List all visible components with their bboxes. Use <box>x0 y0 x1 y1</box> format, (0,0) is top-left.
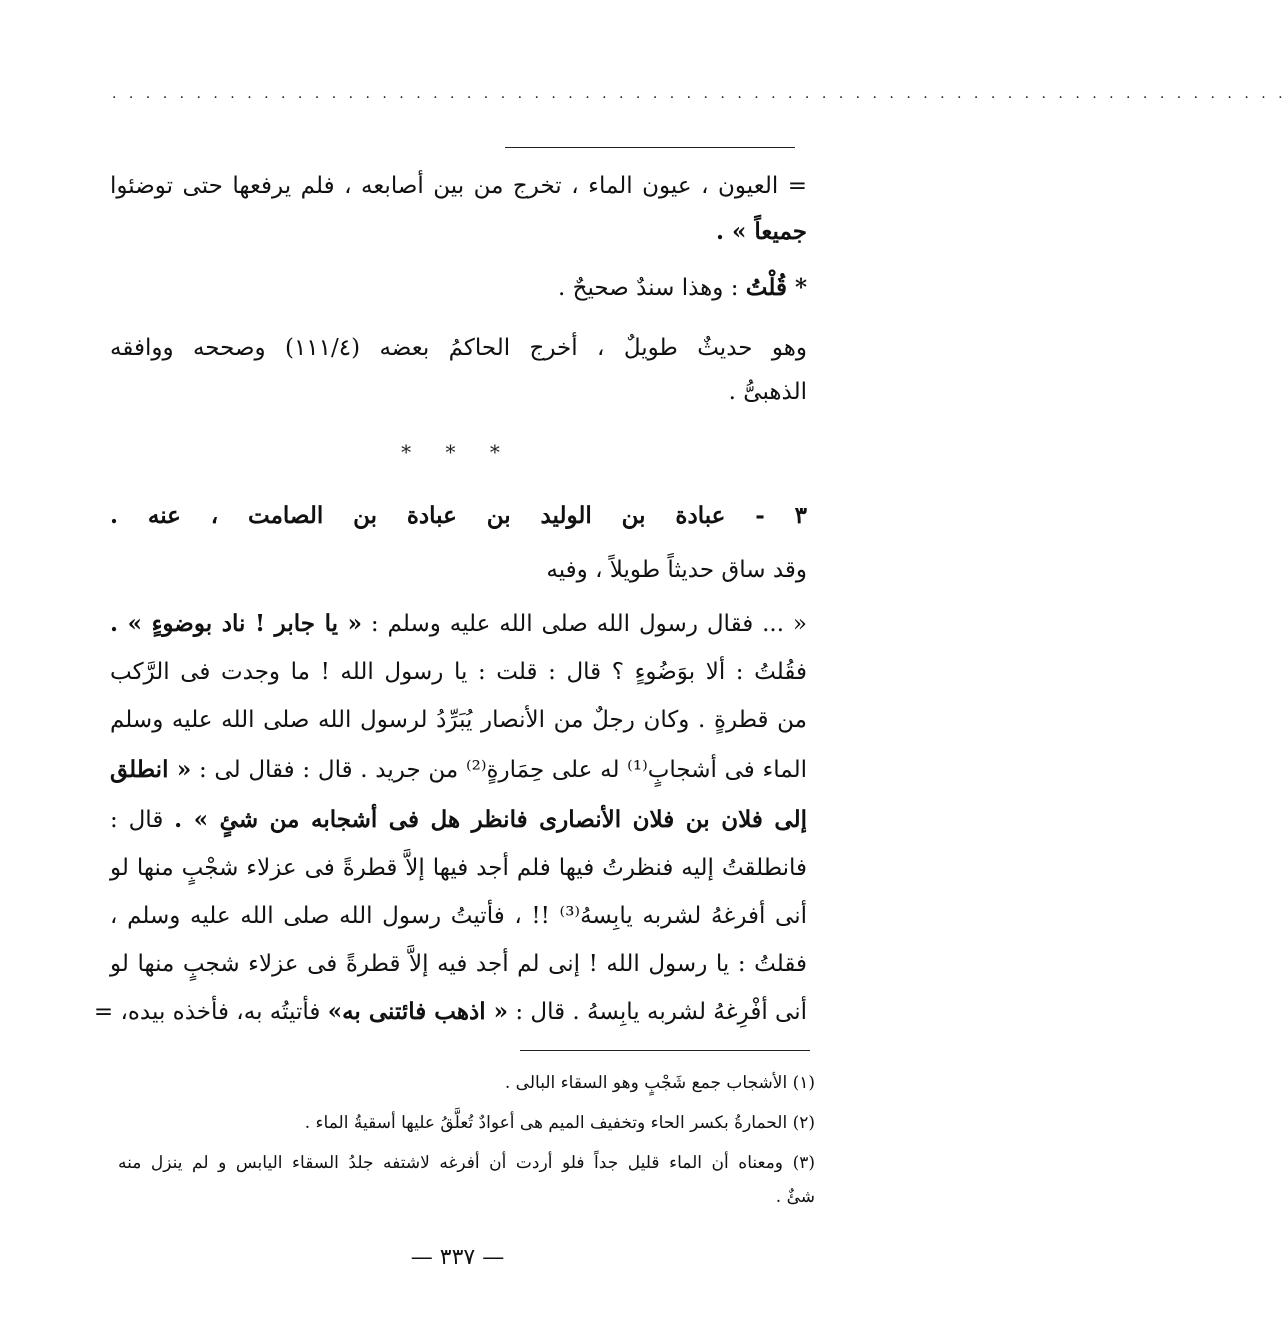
qultu-label: * قُلْتُ <box>745 274 807 301</box>
body-text: أنى أفْرِغهُ لشربه يابِسهُ . قال : <box>508 999 807 1025</box>
top-note-line-2: جميعاً » . <box>716 218 807 245</box>
body-text: فقُلتُ : ألا بوَضُوءٍ ؟ قال : قلت : يا رسول الله ! ما وجدت فى الرَّكب <box>110 659 807 685</box>
body-line <box>110 800 807 840</box>
section-separator: * * * <box>401 440 514 464</box>
body-text: من قطرةٍ . وكان رجلٌ من الأنصار يُبَرِّدُ لرسول الله صلى الله عليه وسلم <box>110 707 807 733</box>
top-note-line-1: = العيون ، عيون الماء ، تخرج من بين أصابعه ، فلم يرفعها حتى توضئوا <box>110 173 807 199</box>
body-line <box>110 848 807 888</box>
section-heading: ٣ - عبادة بن الوليد بن عبادة بن الصامت ، عنه . <box>110 502 807 529</box>
body-text: الماء فى أشجابٍ⁽¹⁾ له على حِمَارةٍ⁽²⁾ من جريد . قال : فقال لى : <box>191 757 807 783</box>
qultu-text: : وهذا سندٌ صحيحٌ . <box>558 275 739 301</box>
body-text: فانطلقتُ إليه فنظرتُ فيها فلم أجد فيها إلاَّ قطرةً فى عزلاء شجْبٍ منها لو <box>110 855 807 881</box>
body-text: فأتيتُه به، فأخذه بيده، = <box>93 999 328 1025</box>
body-bold: « يا جابر ! ناد بوضوءٍ » . <box>110 610 362 637</box>
body-bold: « اذهب فائتنى به» <box>327 998 509 1025</box>
footnote-3-continued: شئٌ . <box>775 1187 815 1207</box>
section-intro: وقد ساق حديثاً طويلاً ، وفيه <box>546 557 807 583</box>
body-text: فقلتُ : يا رسول الله ! إنى لم أجد فيه إلاَّ قطرةً فى عزلاء شجبٍ منها لو <box>110 951 807 977</box>
body-line <box>110 750 807 790</box>
body-text: قال : <box>110 807 175 833</box>
footnote-3: (٣) ومعناه أن الماء قليل جداً فلو أردت أن أفرغه لاشتفه جلدُ السقاء اليابس و لم ينزل منه <box>118 1153 815 1173</box>
body-line <box>93 992 807 1032</box>
hadith-note-line-1: وهو حديثٌ طويلٌ ، أخرج الحاكمُ بعضه (١١١/٤) وصححه ووافقه <box>110 335 807 361</box>
body-line <box>110 944 807 984</box>
hadith-note-line-2: الذهبىُّ . <box>728 379 807 405</box>
body-bold: « انطلق <box>110 756 192 783</box>
footnote-rule <box>520 1050 810 1051</box>
top-rule <box>505 147 795 148</box>
footnote-1: (١) الأشجاب جمع شَجْبٍ وهو السقاء البالى . <box>504 1073 815 1093</box>
body-line <box>110 652 807 692</box>
body-line <box>110 604 807 644</box>
body-text: « ... فقال رسول الله صلى الله عليه وسلم : <box>361 611 808 637</box>
qultu-statement <box>558 268 807 308</box>
body-text: أنى أفرغهُ لشربه يابِسهُ⁽³⁾ !! ، فأتيتُ رسول الله صلى الله عليه وسلم ، <box>110 903 807 929</box>
body-bold: إلى فلان بن فلان الأنصارى فانظر هل فى أشجابه من شئٍ » . <box>174 806 807 833</box>
footnote-2: (٢) الحمارةُ بكسر الحاء وتخفيف الميم هى أعوادٌ تُعلَّقُ عليها أسقيةُ الماء . <box>304 1113 815 1133</box>
body-line <box>110 896 807 936</box>
page-number: — ٣٣٧ — <box>410 1245 505 1270</box>
dotted-separator: . . . . . . . . . . . . . . . . . . . . . . . . . . . . . . . . . . . . . . . . . . . . . . . . . . . . . . . . . . . . . . . . . . . . . . <box>112 86 1287 102</box>
body-line <box>110 700 807 740</box>
